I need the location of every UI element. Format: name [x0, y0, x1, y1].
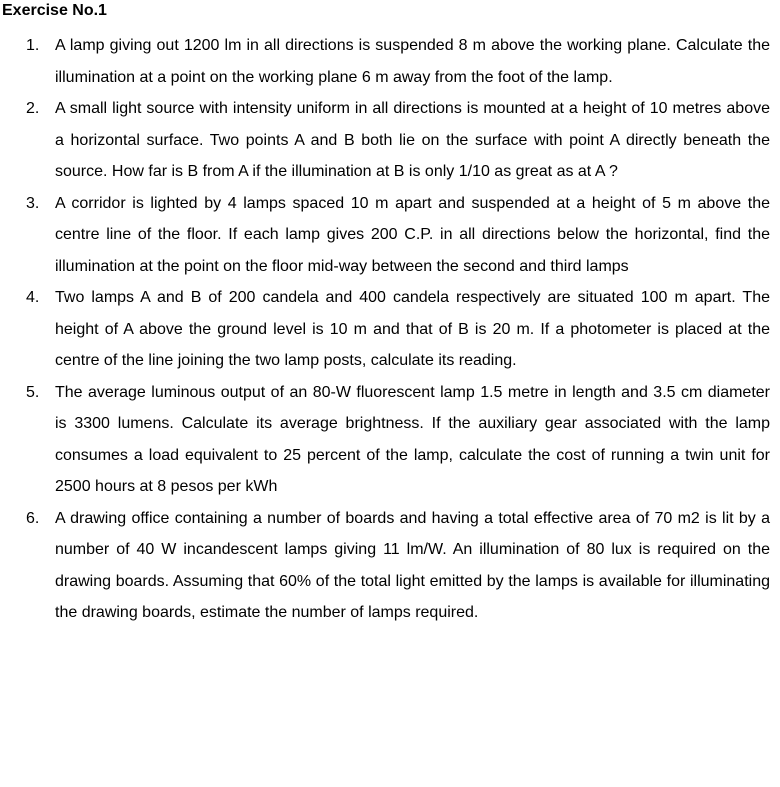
exercise-item-3	[0, 188, 780, 283]
exercise-text: A drawing office containing a number of boards and having a total effective area of 70 m2 is lit by a number of 40 W incandescent lamps giving 11 lm/W. An illumination of 80 lux is required on the drawing boards. Assuming that 60% of the total light emitted by the lamps is available for illuminating the drawing boards, estimate the number of lamps required.	[55, 509, 770, 621]
exercise-number: 1.	[26, 37, 40, 54]
exercise-text: Two lamps A and B of 200 candela and 400 candela respectively are situated 100 m apart. The height of A above the ground level is 10 m and that of B is 20 m. If a photometer is placed at the centre of the line joining the two lamp posts, calculate its reading.	[55, 289, 770, 369]
exercise-item-4	[0, 282, 780, 377]
exercise-text: A lamp giving out 1200 lm in all directions is suspended 8 m above the working plane. Calculate the illumination at a point on the working plane 6 m away from the foot of the lamp.	[55, 37, 770, 86]
exercise-text: A corridor is lighted by 4 lamps spaced 10 m apart and suspended at a height of 5 m above the centre line of the floor. If each lamp gives 200 C.P. in all directions below the horizontal, find the illumination at the point on the floor mid-way between the second and third lamps	[55, 194, 770, 275]
exercise-number: 3.	[26, 194, 40, 212]
exercise-item-5	[0, 377, 780, 503]
exercise-item-1	[0, 30, 780, 93]
exercise-text: A small light source with intensity uniform in all directions is mounted at a height of 10 metres above a horizontal surface. Two points A and B both lie on the surface with point A directly beneath the source. How far is B from A if the illumination at B is only 1/10 as great as at A ?	[55, 100, 770, 180]
exercise-item-6	[0, 503, 780, 629]
exercise-number: 5.	[26, 383, 40, 401]
exercise-number: 6.	[26, 509, 40, 527]
exercise-list	[0, 30, 780, 629]
exercise-number: 4.	[26, 289, 40, 306]
exercise-number: 2.	[26, 100, 40, 117]
exercise-item-2	[0, 93, 780, 188]
exercise-heading: Exercise No.1	[2, 2, 107, 19]
exercise-text: The average luminous output of an 80-W fluorescent lamp 1.5 metre in length and 3.5 cm diameter is 3300 lumens. Calculate its average brightness. If the auxiliary gear associated with the lamp consumes a load equivalent to 25 percent of the lamp, calculate the cost of running a twin unit for 2500 hours at 8 pesos per kWh	[55, 383, 770, 495]
